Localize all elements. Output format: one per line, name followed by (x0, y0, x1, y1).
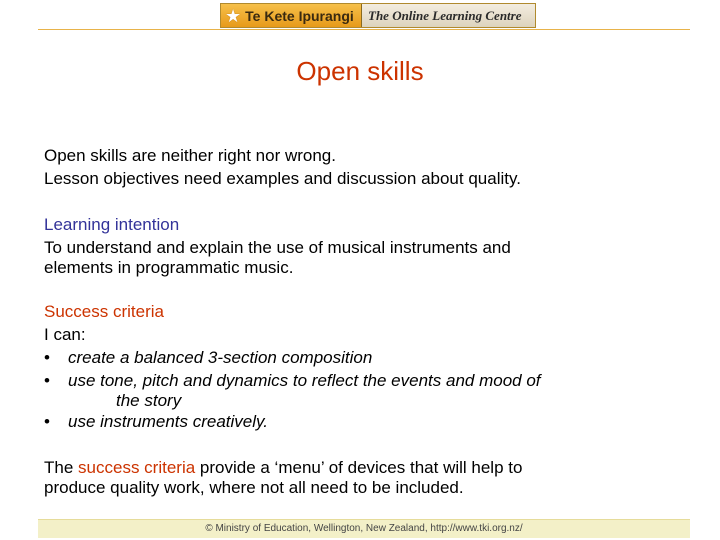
header-banner[interactable] (220, 3, 536, 28)
list-item-text: create a balanced 3-section composition (68, 348, 373, 367)
closing-before: The (44, 458, 79, 477)
list-item-text: use instruments creatively. (68, 412, 268, 431)
learning-intention-heading: Learning intention (44, 215, 180, 234)
learning-intention-line-1: To understand and explain the use of musical instruments and (44, 238, 511, 257)
closing-after: provide a ‘menu’ of devices that will help to (195, 458, 523, 477)
success-criteria-heading: Success criteria (44, 302, 164, 321)
learning-intention-block (44, 213, 684, 277)
banner-brand-panel (221, 4, 362, 27)
list-item-text: use tone, pitch and dynamics to reflect the events and mood of (68, 371, 541, 390)
closing-block (44, 456, 684, 497)
intro-line-2: Lesson objectives need examples and discussion about quality. (44, 169, 521, 188)
list-item (44, 369, 684, 410)
slide-content (44, 144, 684, 520)
success-criteria-block (44, 300, 684, 433)
brand-name: Te Kete Ipurangi (245, 7, 354, 24)
page-title: Open skills (296, 56, 424, 86)
list-item (44, 410, 684, 433)
footer-copyright: © Ministry of Education, Wellington, New Zealand, http://www.tki.org.nz/ (38, 519, 690, 538)
star-icon: ★ (225, 5, 242, 26)
intro-block (44, 144, 684, 190)
success-criteria-list (44, 346, 684, 433)
brand-subtitle: The Online Learning Centre (368, 7, 522, 23)
closing-line-1 (44, 456, 684, 479)
intro-line-1: Open skills are neither right nor wrong. (44, 146, 336, 165)
learning-intention-line-2: elements in programmatic music. (44, 258, 294, 277)
closing-line-2: produce quality work, where not all need to be included. (44, 478, 464, 497)
list-item (44, 346, 684, 369)
list-item-continuation: the story (116, 391, 182, 410)
header-divider (38, 29, 690, 30)
closing-highlight: success criteria (78, 458, 196, 477)
banner-subtitle-panel (362, 4, 535, 27)
success-criteria-lead: I can: (44, 325, 86, 344)
